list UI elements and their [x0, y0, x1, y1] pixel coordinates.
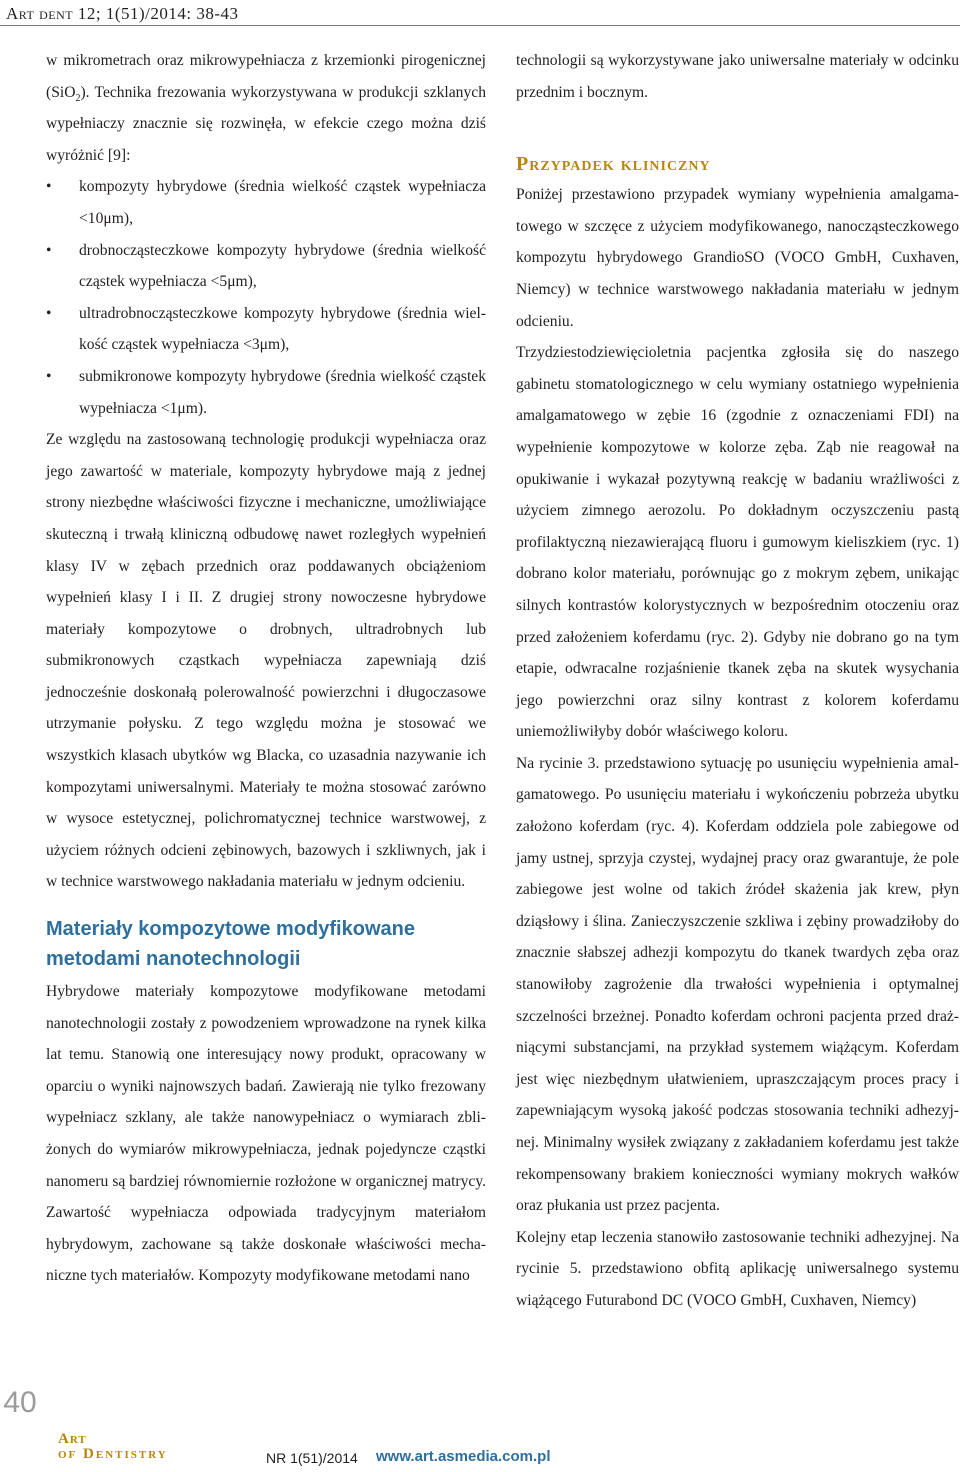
list-item-text: submikronowe kompozyty hybrydowe (średnia wielkość cząstek wypełniacza <1μm).	[79, 367, 486, 417]
left-column	[46, 45, 486, 1292]
list-item-text: ultradrobnocząsteczkowe kompozyty hybrydowe (średnia wielkość cząstek wypełniacza <3μm),	[79, 304, 486, 354]
logo-line-2: of Dentistry	[58, 1446, 168, 1462]
intro-paragraph	[46, 45, 486, 171]
subscript-2: 2	[75, 92, 81, 104]
journal-logo	[58, 1432, 168, 1462]
list-item	[46, 361, 486, 424]
right-column	[516, 45, 959, 1317]
body-paragraph: Hybrydowe materiały kompozytowe modyfikowane metodami nanotechnologii zostały z powodzeniem wprowadzone na rynek kilka lat temu. Stanowią one interesujący nowy produkt, opracowany w oparciu o wyniki najnowszych badań. Zawierają nie tylko frezowany wypełniacz szklany, ale także nanowypełniacz o wymiarach zbliżonych do wymiarów mikrowypełniacza, jednak pojedyncze cząstki nanomeru są bardziej równomiernie rozłożone w organicznej matrycy. Zawartość wypełniacza odpowiada tradycyjnym materiałom hybrydowym, zachowane są także doskonałe właściwości mechaniczne tych materiałów. Kompozyty modyfikowane metodami nano	[46, 983, 486, 1285]
list-item-text: kompozyty hybrydowe (średnia wielkość cząstek wypełniacza <10μm),	[79, 178, 486, 227]
section-heading: Materiały kompozytowe modyfikowane metodami nanotechnologii	[46, 918, 415, 971]
continuation-paragraph: technologii są wykorzystywane jako uniwersalne materiały w odcinku przednim i bocznym.	[516, 52, 959, 101]
body-paragraph: Trzydziestodziewięcioletnia pacjentka zgłosiła się do naszego gabinetu stomatologicznego w celu wymiany ostatniego wypełnienia amalgamatowego w zębie 16 (zgodnie z oznaczeniami FDI) na wypełnienie kompozytowe w kolorze zęba. Ząb nie reagował na opukiwanie i wykazał pozytywną reakcję w badaniu wrażliwości z użyciem zimnego aerozolu. Po dokładnym oczyszczeniu pastą profilaktyczną niezawierającą fluoru i gumowym kieliszkiem (ryc. 1) dobrano kolor materiału, porównując go z mokrym zębem, unikając silnych kontrastów kolorystycznych w bezpośrednim otoczeniu oraz przed założeniem koferdamu (ryc. 2). Gdyby nie dobrano go na tym etapie, odwracalne rozjaśnienie tkanek zęba na skutek wysychania jego powierzchni oraz silny kontrast z kolorem koferdamu uniemożliwiłyby dobór właściwego koloru.	[516, 344, 959, 741]
intro-text-before-sub: w mikrometrach oraz mikrowypełniacza z krzemionki pirogenicznej (SiO	[46, 52, 486, 101]
intro-text-after-sub: ). Technika frezowania wykorzystywana w produkcji szklanych wypełniaczy znacznie się rozwinęła, w efekcie czego można dziś wyróżnić [9]:	[46, 83, 486, 164]
list-item	[46, 171, 486, 234]
body-paragraph: Na rycinie 3. przedstawiono sytuację po usunięciu wypełnienia amalgamatowego. Po usunięciu materiału i wykończeniu pobrzeża ubytku założono koferdam (ryc. 4). Koferdam oddziela pole zabiegowe od jamy ustnej, sprzyja czystej, wydajnej pracy oraz gwarantuje, że pole zabiegowe jest wolne od takich źródeł skażenia jak krew, płyn dziąsłowy i ślina. Zanieczyszczenie szkliwa i zębiny prowadziłoby do znacznie słabszej adhezji kompozytu do tkanek twardych zęba oraz stanowiłoby zagrożenie dla trwałości wypełnienia i optymalnej szczelności brzeżnej. Ponadto koferdam ochroni pacjenta przed drażniącymi substancjami, na przykład systemem wiążącym. Koferdam jest więc niezbędnym ułatwieniem, upraszczającym proces pracy i zapewniającym wysoką jakość podczas stosowania techniki adhezyjnej. Minimalny wysiłek związany z zakładaniem koferdamu jest także rekompensowany brakiem konieczności wymiany mokrych wałków oraz płukania ust przez pacjenta.	[516, 754, 959, 1215]
running-header: Art dent 12; 1(51)/2014: 38-43	[6, 4, 239, 23]
filler-size-list	[46, 171, 486, 424]
logo-line-1: Art	[58, 1431, 87, 1447]
issue-number: NR 1(51)/2014	[266, 1450, 358, 1466]
body-paragraph: Poniżej przestawiono przypadek wymiany wypełnienia amalgamatowego w szczęce z użyciem modyfikowanego, nanocząsteczkowego kompozytu hybrydowego GrandioSO (VOCO GmbH, Cuxhaven, Niemcy) w technice warstwowego nakładania materiału w jednym odcieniu.	[516, 186, 959, 330]
bullet-icon: •	[46, 178, 52, 196]
header-divider	[0, 25, 960, 26]
journal-url-link[interactable]: www.art.asmedia.com.pl	[376, 1448, 551, 1465]
case-heading: Przypadek kliniczny	[516, 153, 711, 176]
bullet-icon: •	[46, 241, 52, 259]
list-item-text: drobnocząsteczkowe kompozyty hybrydowe (średnia wielkość cząstek wypełniacza <5μm),	[79, 241, 486, 291]
bullet-icon: •	[46, 367, 52, 385]
body-paragraph: Ze względu na zastosowaną technologię produkcji wypełniacza oraz jego zawartość w materiale, kompozyty hybrydowe mają z jednej strony niezbędne właściwości fizyczne i mechaniczne, umożliwiające skuteczną i trwałą kliniczną odbudowę nawet rozległych wypełnień klasy IV w zębach przednich oraz poddawanych obciążeniom wypełnień klasy I i II. Z drugiej strony nowoczesne hybrydowe materiały kompozytowe o drobnych, ultradrobnych lub submikronowych cząstkach wypełniacza zapewniają dziś jednocześnie doskonałą polerowalność powierzchni i długoczasowe utrzymanie połysku. Z tego względu można je stosować we wszystkich klasach ubytków wg Blacka, co uzasadnia nazywanie ich kompozytami uniwersalnymi. Materiały te można stosować zarówno w wysoce estetycznej, polichromatycznej technice warstwowej, z użyciem różnych odcieni zębinowych, bazowych i szkliwnych, jak i w technice warstwowego nakładania materiału w jednym odcieniu.	[46, 431, 486, 891]
list-item	[46, 298, 486, 361]
bullet-icon: •	[46, 304, 52, 322]
body-paragraph: Kolejny etap leczenia stanowiło zastosowanie techniki adhezyjnej. Na rycinie 5. przedstawiono obfitą aplikację uniwersalnego systemu wiążącego Futurabond DC (VOCO GmbH, Cuxhaven, Niemcy)	[516, 1228, 959, 1309]
page-number: 40	[3, 1386, 37, 1419]
list-item	[46, 235, 486, 298]
